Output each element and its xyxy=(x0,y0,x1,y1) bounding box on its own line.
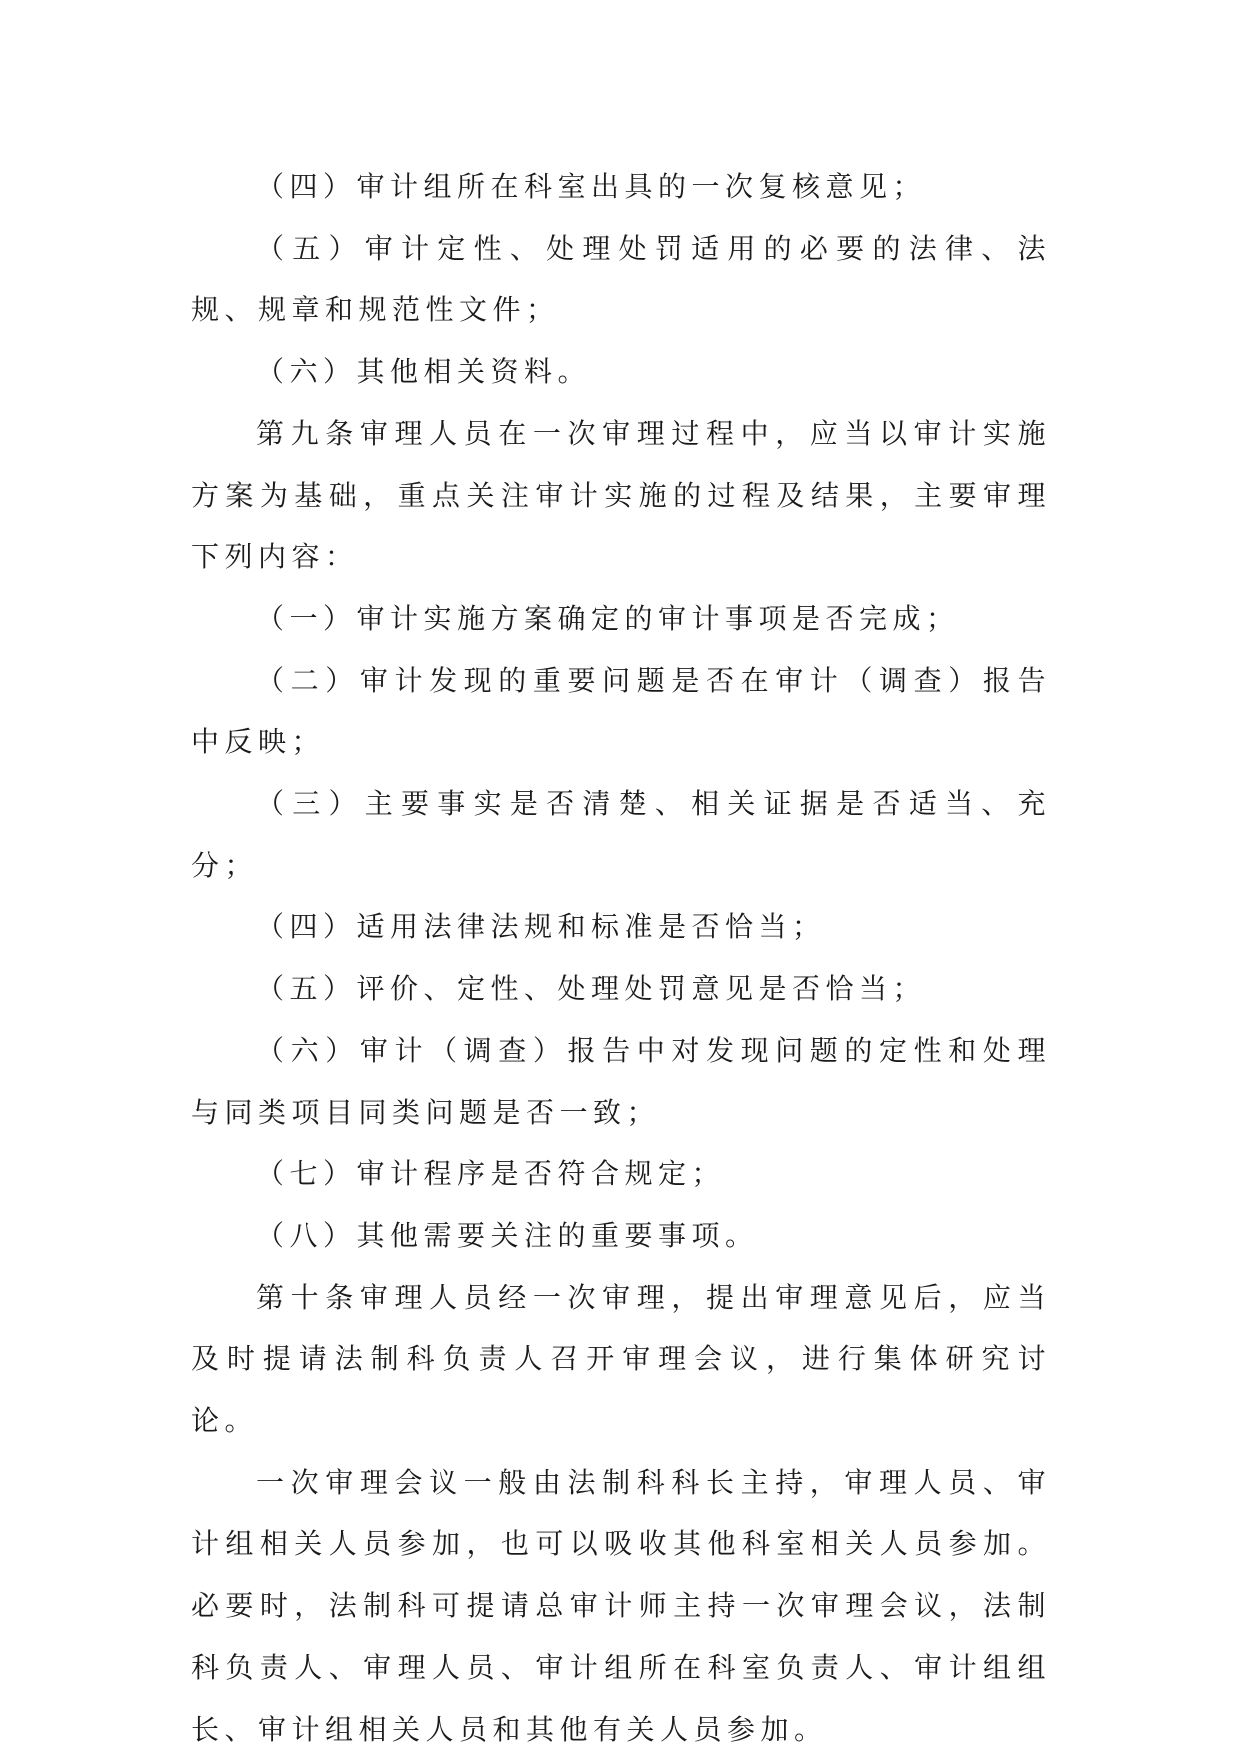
article-9-item-6: （六）审计（调查）报告中对发现问题的定性和处理与同类项目同类问题是否一致； xyxy=(191,1033,1051,1129)
paragraph-item-4: （四）审计组所在科室出具的一次复核意见； xyxy=(256,170,927,203)
article-9-item-4: （四）适用法律法规和标准是否恰当； xyxy=(256,910,826,944)
article-9: 第九条审理人员在一次审理过程中，应当以审计实施方案为基础，重点关注审计实施的过程及结果，主要审理下列内容： xyxy=(191,416,1051,574)
article-10-meeting-paragraph: 一次审理会议一般由法制科科长主持，审理人员、审计组相关人员参加，也可以吸收其他科室相关人员参加。必要时，法制科可提请总审计师主持一次审理会议，法制科负责人、审理人员、审计组所在科室负责人、审计组组长、审计组相关人员和其他有关人员参加。 xyxy=(191,1465,1051,1746)
article-10: 第十条审理人员经一次审理，提出审理意见后，应当及时提请法制科负责人召开审理会议，进行集体研究讨论。 xyxy=(191,1280,1051,1438)
article-9-item-2: （二）审计发现的重要问题是否在审计（调查）报告中反映； xyxy=(191,663,1051,759)
article-9-item-1: （一）审计实施方案确定的审计事项是否完成； xyxy=(256,601,960,635)
article-9-item-8: （八）其他需要关注的重要事项。 xyxy=(256,1218,759,1252)
paragraph-item-5: （五）审计定性、处理处罚适用的必要的法律、法规、规章和规范性文件； xyxy=(191,231,1051,327)
article-9-item-5: （五）评价、定性、处理处罚意见是否恰当； xyxy=(256,972,927,1006)
article-9-item-7: （七）审计程序是否符合规定； xyxy=(256,1157,726,1191)
document-body xyxy=(191,156,1051,1760)
paragraph-item-6: （六）其他相关资料。 xyxy=(256,355,592,389)
article-9-item-3: （三）主要事实是否清楚、相关证据是否适当、充分； xyxy=(191,787,1051,882)
